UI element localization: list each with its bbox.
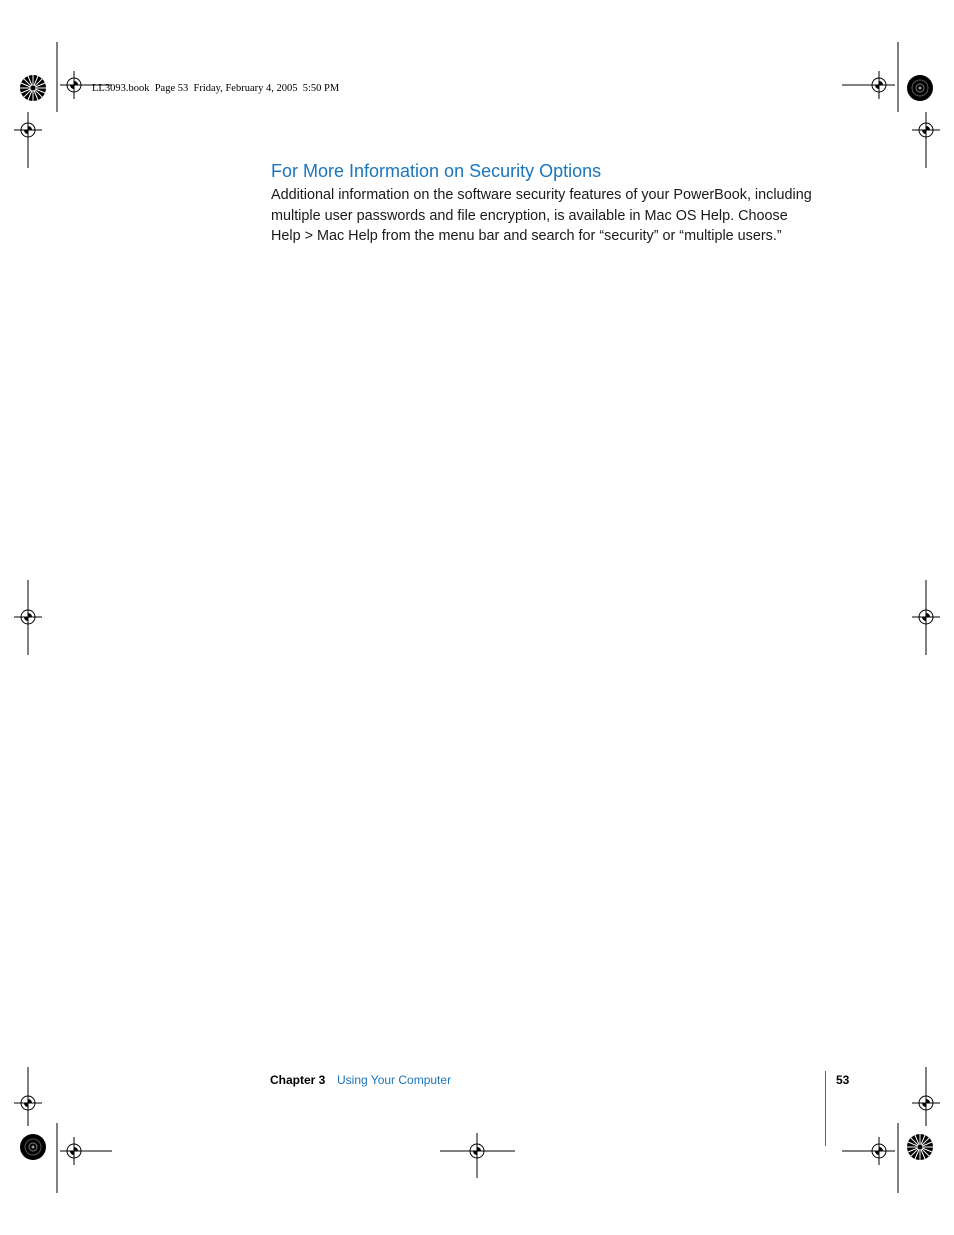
- footer-chapter-title: Using Your Computer: [337, 1073, 452, 1087]
- body-line: multiple user passwords and file encryption, is available in Mac OS Help. Choose: [271, 207, 788, 224]
- page-number: 53: [836, 1073, 850, 1087]
- footer-chapter-label: Chapter 3: [270, 1073, 326, 1087]
- footer-divider: [825, 1071, 826, 1146]
- body-line: Help > Mac Help from the menu bar and search for “security” or “multiple users.”: [271, 228, 782, 244]
- section-body: [271, 185, 831, 247]
- section-heading: For More Information on Security Options: [271, 161, 602, 181]
- body-line: Additional information on the software security features of your PowerBook, including: [271, 187, 812, 203]
- print-slug: LL3093.book Page 53 Friday, February 4, 2005 5:50 PM: [92, 83, 340, 94]
